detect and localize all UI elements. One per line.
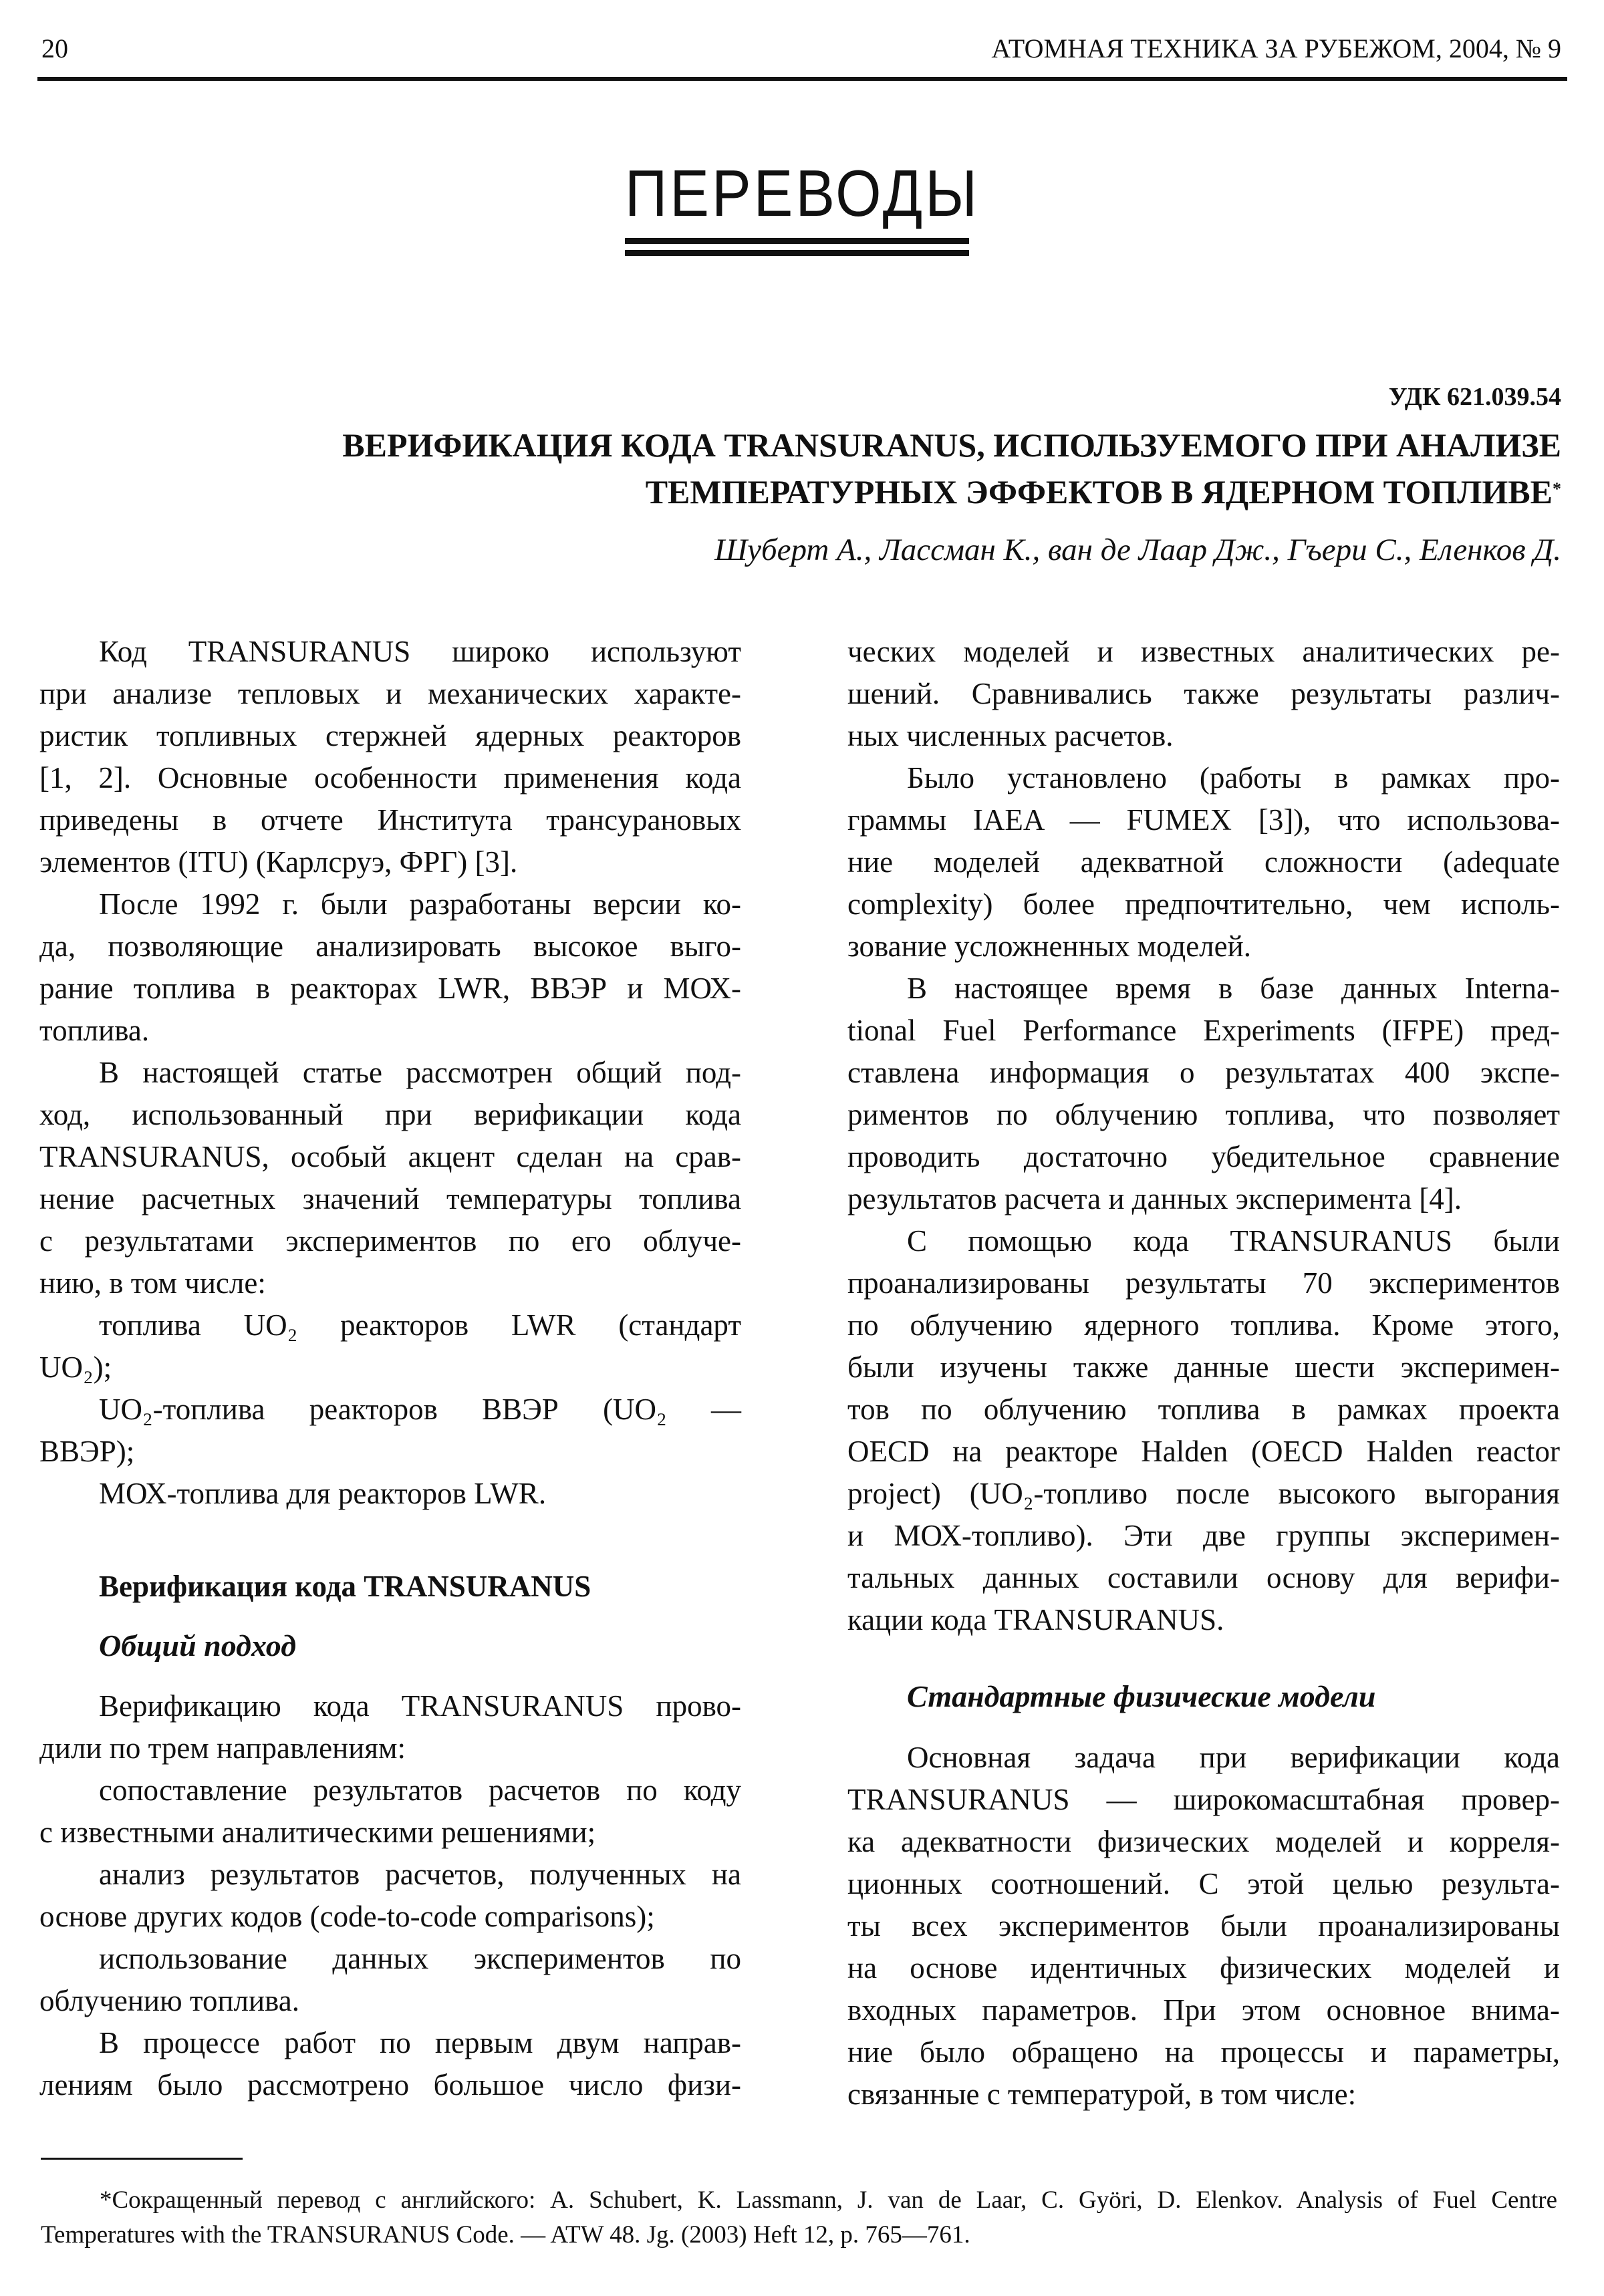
text-line: шений. Сравнивались также результаты различ- <box>847 677 1560 710</box>
section-title-rule-upper <box>625 238 969 244</box>
text-line: сопоставление результатов расчетов по коду <box>99 1773 741 1807</box>
text-line: [1, 2]. Основные особенности применения кода <box>39 761 741 795</box>
text-line: ционных соотношений. С этой целью результа- <box>847 1867 1560 1900</box>
text-line: на основе идентичных физических моделей и <box>847 1951 1560 1985</box>
text-line: ставлена информация о результатах 400 экспе- <box>847 1056 1560 1089</box>
text-line: топлива. <box>39 1014 150 1047</box>
text-line: ние было обращено на процессы и параметры, <box>847 2035 1560 2069</box>
text-line: Код TRANSURANUS широко используют <box>99 635 741 668</box>
text-line: дили по трем направлениям: <box>39 1731 406 1765</box>
subsection-heading-text: Общий подход <box>99 1628 297 1663</box>
text-line: complexity) более предпочтительно, чем исполь- <box>847 887 1560 921</box>
text-line: зование усложненных моделей. <box>847 929 1251 963</box>
text-line: UO₂-топлива реакторов ВВЭР (UO₂ — <box>99 1393 741 1426</box>
text-line: проводить достаточно убедительное сравнение <box>847 1140 1560 1173</box>
text-line: С помощью кода TRANSURANUS были <box>907 1224 1560 1258</box>
footnote-line: Temperatures with the TRANSURANUS Code. — ATW 48. Jg. (2003) Heft 12, p. 765—761. <box>41 2221 970 2249</box>
text-line: элементов (ITU) (Карлсруэ, ФРГ) [3]. <box>39 845 518 879</box>
text-line: связанные с температурой, в том числе: <box>847 2077 1357 2111</box>
article-authors: Шуберт А., Лассман К., ван де Лаар Дж., Гъери С., Еленков Д. <box>714 533 1561 567</box>
udk-code: УДК 621.039.54 <box>1388 383 1561 411</box>
text-line: ристик топливных стержней ядерных реакторов <box>39 719 741 752</box>
text-line: OECD на реакторе Halden (OECD Halden reactor <box>847 1435 1560 1468</box>
text-line: проанализированы результаты 70 экспериментов <box>847 1266 1560 1300</box>
footnote <box>41 2185 1557 2255</box>
text-line: по облучению ядерного топлива. Кроме этого, <box>847 1308 1560 1342</box>
text-line: ты всех экспериментов были проанализированы <box>847 1909 1560 1943</box>
text-line: ние моделей адекватной сложности (adequate <box>847 845 1560 879</box>
section-heading-text: Верификация кода TRANSURANUS <box>99 1570 591 1603</box>
text-line: облучению топлива. <box>39 1984 299 2017</box>
paragraph-block <box>847 1737 1560 2116</box>
section-heading <box>39 1566 741 1608</box>
text-line: приведены в отчете Института трансурановых <box>39 803 741 837</box>
text-line: UO₂); <box>39 1350 112 1384</box>
text-line: результатов расчета и данных эксперимента [4]. <box>847 1182 1462 1215</box>
text-line: ка адекватности физических моделей и корреля- <box>847 1825 1560 1858</box>
footnote-line: *Сокращенный перевод с английского: A. Schubert, K. Lassmann, J. van de Laar, C. Györi, D. Elenkov. Analysis of Fuel Centre <box>100 2186 1557 2214</box>
text-line: входных параметров. При этом основное внима- <box>847 1993 1560 2027</box>
text-line: граммы IAEA — FUMEX [3]), что использова- <box>847 803 1560 837</box>
text-line: TRANSURANUS, особый акцент сделан на срав- <box>39 1140 741 1173</box>
text-line: кации кода TRANSURANUS. <box>847 1603 1224 1636</box>
text-line: ВВЭР); <box>39 1435 135 1468</box>
footnote-rule <box>41 2158 243 2160</box>
paragraph-block <box>847 631 1560 1641</box>
text-line: В настоящее время в базе данных Interna- <box>907 972 1560 1005</box>
text-line: Верификацию кода TRANSURANUS прово- <box>99 1689 741 1723</box>
text-line: ход, использованный при верификации кода <box>39 1098 741 1131</box>
text-line: лениям было рассмотрено большое число физи- <box>39 2068 741 2102</box>
text-line: рание топлива в реакторах LWR, ВВЭР и МОХ- <box>39 972 741 1005</box>
text-line: использование данных экспериментов по <box>99 1942 741 1975</box>
article-title <box>342 422 1561 515</box>
article-title-line-2 <box>342 468 1561 515</box>
journal-running-title: АТОМНАЯ ТЕХНИКА ЗА РУБЕЖОМ, 2004, № 9 <box>991 33 1561 63</box>
text-line: TRANSURANUS — широкомасштабная провер- <box>847 1783 1560 1816</box>
text-line: В процессе работ по первым двум направ- <box>99 2026 741 2059</box>
paragraph-block <box>39 1685 741 2106</box>
text-line: с известными аналитическими решениями; <box>39 1816 596 1849</box>
text-line: нение расчетных значений температуры топлива <box>39 1182 741 1215</box>
section-title-rule-lower <box>625 250 969 256</box>
text-line: были изучены также данные шести эксперимен- <box>847 1350 1560 1384</box>
text-line: tional Fuel Performance Experiments (IFPE) пред- <box>847 1014 1560 1047</box>
text-line: да, позволяющие анализировать высокое выго- <box>39 929 741 963</box>
text-line: тальных данных составили основу для верифи- <box>847 1561 1560 1594</box>
text-line: project) (UO₂-топливо после высокого выгорания <box>847 1477 1560 1510</box>
text-line: После 1992 г. были разработаны версии ко- <box>99 887 741 921</box>
subsection-heading <box>39 1624 741 1667</box>
text-line: Основная задача при верификации кода <box>907 1741 1560 1774</box>
text-line: ных численных расчетов. <box>847 719 1174 752</box>
text-line: нию, в том числе: <box>39 1266 266 1300</box>
paragraph-block <box>39 631 741 1515</box>
text-line: ческих моделей и известных аналитических ре- <box>847 635 1560 668</box>
text-line: Было установлено (работы в рамках про- <box>907 761 1560 795</box>
footnote-mark: * <box>1553 479 1561 498</box>
text-line: топлива UO₂ реакторов LWR (стандарт <box>99 1308 741 1342</box>
text-line: риментов по облучению топлива, что позволяет <box>847 1098 1560 1131</box>
text-line: В настоящей статье рассмотрен общий под- <box>99 1056 741 1089</box>
text-line: анализ результатов расчетов, полученных на <box>99 1858 741 1891</box>
article-title-line-2-text: ТЕМПЕРАТУРНЫХ ЭФФЕКТОВ В ЯДЕРНОМ ТОПЛИВЕ <box>645 473 1553 511</box>
text-line: при анализе тепловых и механических характе- <box>39 677 741 710</box>
text-line: тов по облучению топлива в рамках проекта <box>847 1393 1560 1426</box>
subsection-heading <box>847 1675 1560 1717</box>
header-rule <box>37 77 1567 81</box>
section-title: ПЕРЕВОДЫ <box>625 156 980 231</box>
text-line: и МОХ-топливо). Эти две группы эксперимен- <box>847 1519 1560 1552</box>
text-line: МОХ-топлива для реакторов LWR. <box>99 1477 547 1510</box>
page-number: 20 <box>41 33 68 63</box>
article-title-line-1: ВЕРИФИКАЦИЯ КОДА TRANSURANUS, ИСПОЛЬЗУЕМОГО ПРИ АНАЛИЗЕ <box>342 426 1561 464</box>
text-line: с результатами экспериментов по его облуче- <box>39 1224 741 1258</box>
subsection-heading-text: Стандартные физические модели <box>907 1679 1376 1713</box>
text-line: основе других кодов (code-to-code comparisons); <box>39 1900 655 1933</box>
